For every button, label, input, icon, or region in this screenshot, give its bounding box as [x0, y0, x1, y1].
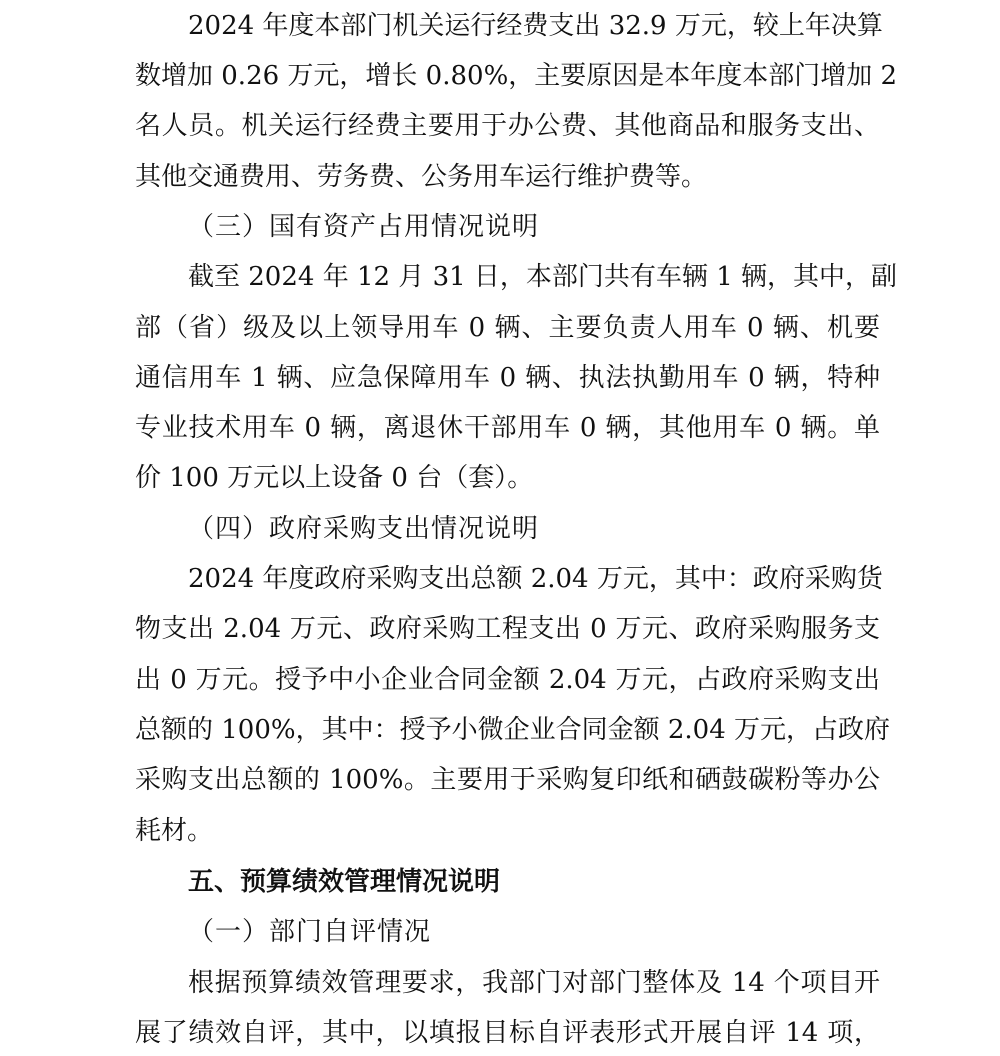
paragraph-line: 耗材。 — [135, 816, 214, 846]
section-heading-procurement: （四）政府采购支出情况说明 — [188, 514, 540, 544]
paragraph-line: 展了绩效自评，其中，以填报目标自评表形式开展自评 14 项， — [135, 1018, 880, 1048]
paragraph-line: 价 100 万元以上设备 0 台（套）。 — [135, 463, 534, 493]
paragraph-line: 通信用车 1 辆、应急保障用车 0 辆、执法执勤用车 0 辆，特种 — [135, 363, 880, 393]
paragraph-line: 根据预算绩效管理要求，我部门对部门整体及 14 个项目开 — [188, 968, 880, 998]
paragraph-line: 采购支出总额的 100%。主要用于采购复印纸和硒鼓碳粉等办公 — [135, 765, 880, 795]
paragraph-line: 数增加 0.26 万元，增长 0.80%，主要原因是本年度本部门增加 2 — [135, 61, 898, 91]
paragraph-line: 出 0 万元。授予中小企业合同金额 2.04 万元，占政府采购支出 — [135, 665, 880, 695]
paragraph-line: 专业技术用车 0 辆，离退休干部用车 0 辆，其他用车 0 辆。单 — [135, 413, 880, 443]
paragraph-line: 总额的 100%，其中：授予小微企业合同金额 2.04 万元，占政府 — [135, 715, 891, 745]
paragraph-line: 2024 年度政府采购支出总额 2.04 万元，其中：政府采购货 — [188, 564, 883, 594]
paragraph-line: 截至 2024 年 12 月 31 日，本部门共有车辆 1 辆，其中，副 — [188, 262, 897, 292]
paragraph-line: 物支出 2.04 万元、政府采购工程支出 0 万元、政府采购服务支 — [135, 614, 880, 644]
chapter-heading-performance: 五、预算绩效管理情况说明 — [188, 867, 501, 897]
paragraph-line: 部（省）级及以上领导用车 0 辆、主要负责人用车 0 辆、机要 — [135, 313, 880, 343]
paragraph-line: 2024 年度本部门机关运行经费支出 32.9 万元，较上年决算 — [188, 11, 883, 41]
section-heading-self-evaluation: （一）部门自评情况 — [188, 917, 432, 947]
section-heading-assets: （三）国有资产占用情况说明 — [188, 212, 540, 242]
paragraph-line: 其他交通费用、劳务费、公务用车运行维护费等。 — [135, 162, 708, 192]
paragraph-line: 名人员。机关运行经费主要用于办公费、其他商品和服务支出、 — [135, 111, 880, 141]
